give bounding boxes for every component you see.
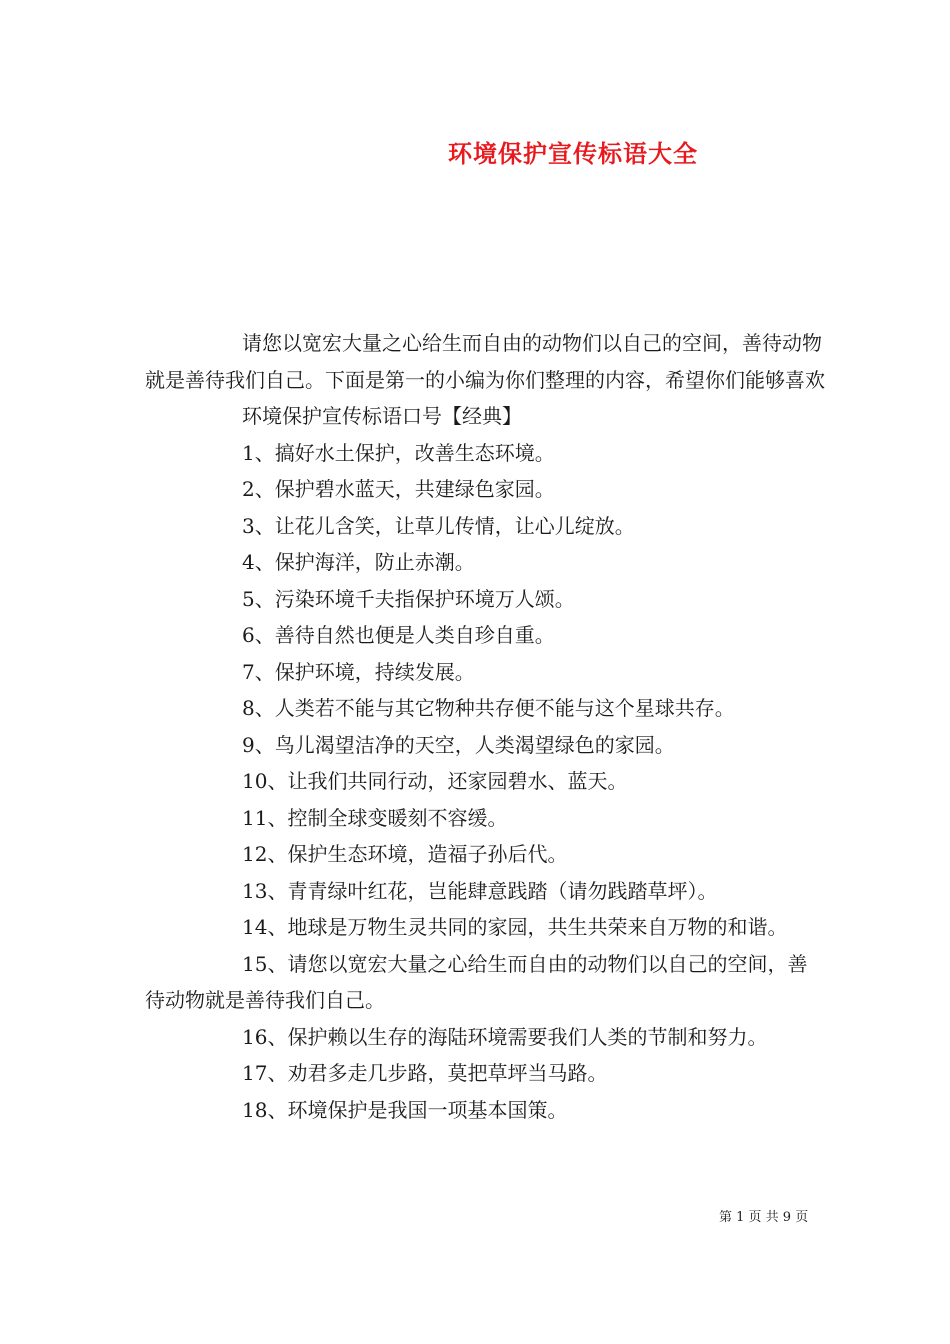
slogan-item: 6、善待自然也便是人类自珍自重。 <box>242 623 555 647</box>
slogan-item: 8、人类若不能与其它物种共存便不能与这个星球共存。 <box>242 696 735 720</box>
slogan-item: 4、保护海洋，防止赤潮。 <box>242 550 475 574</box>
slogan-item: 17、劝君多走几步路，莫把草坪当马路。 <box>242 1061 608 1085</box>
page-number-footer: 第 1 页 共 9 页 <box>719 1210 809 1225</box>
slogan-item: 1、搞好水土保护，改善生态环境。 <box>242 440 555 465</box>
document-title: 环境保护宣传标语大全 <box>448 139 698 168</box>
slogan-item: 18、环境保护是我国一项基本国策。 <box>242 1097 568 1122</box>
slogan-item: 16、保护赖以生存的海陆环境需要我们人类的节制和努力。 <box>242 1024 768 1049</box>
slogan-item: 11、控制全球变暖刻不容缓。 <box>242 805 508 830</box>
slogan-item: 5、污染环境千夫指保护环境万人颂。 <box>242 586 575 611</box>
document-body <box>145 325 825 1128</box>
slogan-item: 2、保护碧水蓝天，共建绿色家园。 <box>242 477 555 501</box>
slogan-item: 15、请您以宽宏大量之心给生而自由的动物们以自己的空间，善待动物就是善待我们自己。 <box>145 951 808 1012</box>
slogan-item: 10、让我们共同行动，还家园碧水、蓝天。 <box>242 769 628 793</box>
slogan-item: 7、保护环境，持续发展。 <box>242 659 475 684</box>
section-subtitle: 环境保护宣传标语口号【经典】 <box>242 404 522 428</box>
intro-paragraph: 请您以宽宏大量之心给生而自由的动物们以自己的空间，善待动物就是善待我们自己。下面是第一的小编为你们整理的内容，希望你们能够喜欢 <box>145 331 825 392</box>
slogan-item: 13、青青绿叶红花，岂能肆意践踏（请勿践踏草坪）。 <box>242 878 718 903</box>
slogan-item: 9、鸟儿渴望洁净的天空，人类渴望绿色的家园。 <box>242 732 675 757</box>
slogan-item: 3、让花儿含笑，让草儿传情，让心儿绽放。 <box>242 513 635 538</box>
slogan-item: 14、地球是万物生灵共同的家园，共生共荣来自万物的和谐。 <box>242 915 788 939</box>
slogan-item: 12、保护生态环境，造福子孙后代。 <box>242 842 568 866</box>
